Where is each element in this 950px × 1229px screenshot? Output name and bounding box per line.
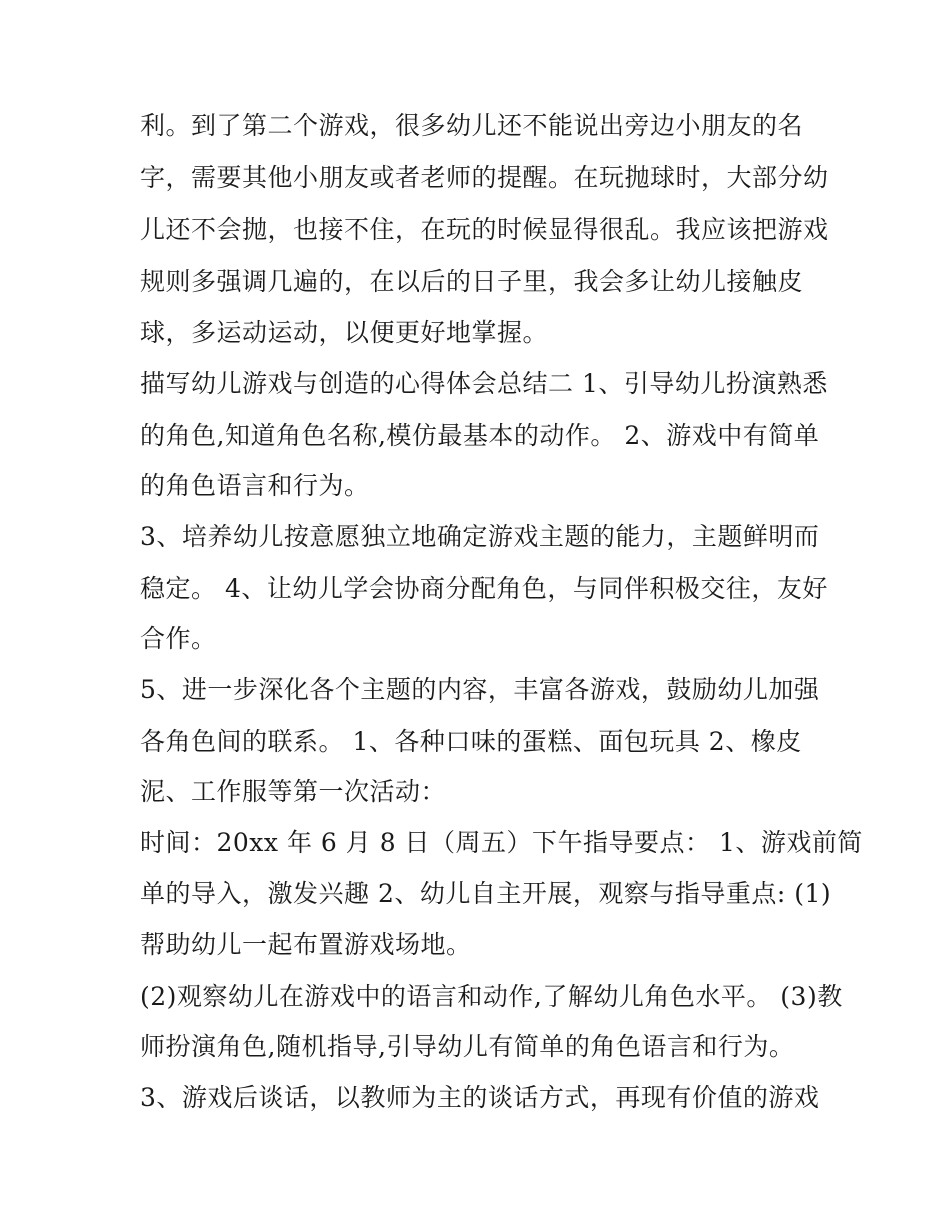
- text-line: 规则多强调几遍的，在以后的日子里，我会多让幼儿接触皮: [140, 267, 804, 296]
- text-line: 稳定。 4、让幼儿学会协商分配角色，与同伴积极交往，友好: [140, 574, 828, 603]
- text-line: 合作。: [140, 624, 217, 653]
- text-line: 单的导入，激发兴趣 2、幼儿自主开展，观察与指导重点: (1): [140, 879, 832, 908]
- text-line: 字，需要其他小朋友或者老师的提醒。在玩抛球时，大部分幼: [140, 163, 829, 192]
- text-line: 的角色语言和行为。: [140, 471, 370, 500]
- text-line: 儿还不会抛，也接不住，在玩的时候显得很乱。我应该把游戏: [140, 215, 829, 244]
- text-line: 利。到了第二个游戏，很多幼儿还不能说出旁边小朋友的名: [140, 111, 804, 140]
- text-line: 3、游戏后谈话，以教师为主的谈话方式，再现有价值的游戏: [140, 1083, 820, 1112]
- text-line: 师扮演角色,随机指导,引导幼儿有简单的角色语言和行为。: [140, 1032, 795, 1061]
- text-line: 时间：20xx 年 6 月 8 日（周五）下午指导要点： 1、游戏前简: [140, 828, 863, 857]
- text-line: 3、培养幼儿按意愿独立地确定游戏主题的能力，主题鲜明而: [140, 522, 820, 551]
- text-line: (2)观察幼儿在游戏中的语言和动作,了解幼儿角色水平。 (3)教: [140, 982, 843, 1011]
- text-line: 球，多运动运动，以便更好地掌握。: [140, 318, 549, 347]
- text-line: 帮助幼儿一起布置游戏场地。: [140, 930, 472, 959]
- text-line: 5、进一步深化各个主题的内容，丰富各游戏，鼓励幼儿加强: [140, 675, 820, 704]
- text-line: 泥、工作服等第一次活动：: [140, 777, 447, 806]
- text-line: 的角色,知道角色名称,模仿最基本的动作。 2、游戏中有简单: [140, 421, 820, 450]
- text-line: 描写幼儿游戏与创造的心得体会总结二 1、引导幼儿扮演熟悉: [140, 369, 828, 398]
- text-line: 各角色间的联系。 1、各种口味的蛋糕、面包玩具 2、橡皮: [140, 727, 802, 756]
